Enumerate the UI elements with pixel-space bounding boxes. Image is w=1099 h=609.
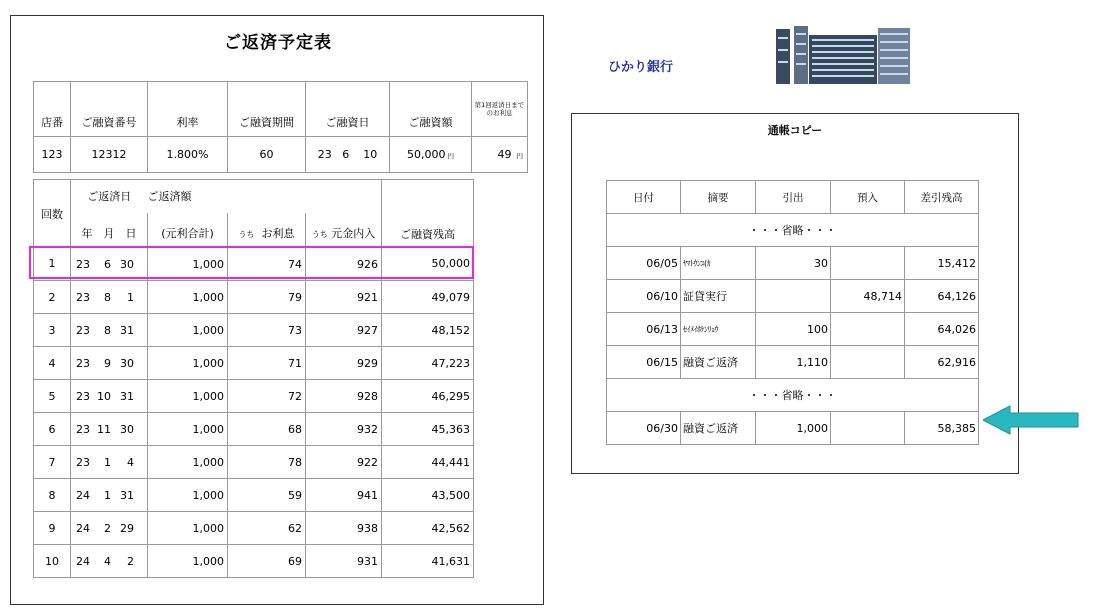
term-value: 60 <box>228 137 306 173</box>
repayment-table <box>33 179 474 578</box>
passbook-rows <box>607 412 979 445</box>
table-row <box>34 413 474 446</box>
table-row <box>34 545 474 578</box>
header-repay-date: ご返済日 <box>71 180 148 213</box>
row-interest: 59 <box>228 479 306 512</box>
header-loan-date: ご融資日 <box>306 82 390 137</box>
row-principal: 922 <box>306 446 382 479</box>
row-withdrawal: 100 <box>756 313 831 346</box>
loan-number-value: 12312 <box>71 137 148 173</box>
row-amount: 1,000 <box>148 446 228 479</box>
row-interest: 69 <box>228 545 306 578</box>
row-date: 06/05 <box>607 247 681 280</box>
row-withdrawal: 30 <box>756 247 831 280</box>
row-balance: 50,000 <box>382 248 474 281</box>
highlight-first-row <box>29 246 474 279</box>
row-description: 証貸実行 <box>681 280 756 313</box>
row-withdrawal <box>756 280 831 313</box>
row-balance: 45,363 <box>382 413 474 446</box>
first-interest-value: 49 円 <box>472 137 528 173</box>
building-image <box>772 23 915 84</box>
row-balance: 47,223 <box>382 347 474 380</box>
passbook-row <box>607 346 979 379</box>
row-date: 06/10 <box>607 280 681 313</box>
table-row <box>34 512 474 545</box>
row-amount: 1,000 <box>148 281 228 314</box>
row-interest: 78 <box>228 446 306 479</box>
table-row <box>34 380 474 413</box>
row-date: 23 10 31 <box>71 380 148 413</box>
row-count: 3 <box>34 314 71 347</box>
loan-summary-table <box>33 81 528 173</box>
row-date: 23 8 31 <box>71 314 148 347</box>
row-principal: 941 <box>306 479 382 512</box>
row-amount: 1,000 <box>148 479 228 512</box>
row-date: 24 4 2 <box>71 545 148 578</box>
row-count: 8 <box>34 479 71 512</box>
row-description: 融資ご返済 <box>681 346 756 379</box>
header-term: ご融資期間 <box>228 82 306 137</box>
passbook-row <box>607 313 979 346</box>
row-balance: 62,916 <box>905 346 979 379</box>
header-balance: 差引残高 <box>905 181 979 214</box>
row-count: 7 <box>34 446 71 479</box>
row-amount: 1,000 <box>148 314 228 347</box>
row-date: 23 9 30 <box>71 347 148 380</box>
row-deposit <box>831 412 905 445</box>
table-row <box>34 281 474 314</box>
row-date: 23 1 4 <box>71 446 148 479</box>
omit-row <box>607 214 979 247</box>
row-deposit <box>831 346 905 379</box>
header-balance: ご融資残高 <box>382 180 474 248</box>
table-row <box>34 314 474 347</box>
row-description: 融資ご返済 <box>681 412 756 445</box>
row-balance: 58,385 <box>905 412 979 445</box>
header-total: (元利合計) <box>148 213 228 248</box>
row-interest: 73 <box>228 314 306 347</box>
row-balance: 43,500 <box>382 479 474 512</box>
row-interest: 62 <box>228 512 306 545</box>
loan-amount-value: 50,000 円 <box>390 137 472 173</box>
row-interest: 74 <box>228 248 306 281</box>
row-count: 4 <box>34 347 71 380</box>
header-repay-amount: ご返済額 <box>148 180 382 213</box>
row-count: 9 <box>34 512 71 545</box>
row-balance: 64,026 <box>905 313 979 346</box>
row-interest: 79 <box>228 281 306 314</box>
passbook-table <box>606 180 979 445</box>
row-balance: 46,295 <box>382 380 474 413</box>
header-withdrawal: 引出 <box>756 181 831 214</box>
row-deposit: 48,714 <box>831 280 905 313</box>
table-row <box>34 446 474 479</box>
row-balance: 49,079 <box>382 281 474 314</box>
row-description: ﾔﾏﾄｳﾝﾕ(ｶ <box>681 247 756 280</box>
header-count: 回数 <box>34 180 71 248</box>
header-first-interest: 第1回返済日まで のお利息 <box>472 82 528 137</box>
row-principal: 932 <box>306 413 382 446</box>
passbook-title: 通帳コピー <box>767 124 823 137</box>
row-date: 06/15 <box>607 346 681 379</box>
omit-row <box>607 379 979 412</box>
header-branch: 店番 <box>34 82 71 137</box>
repayment-schedule-document <box>10 15 544 605</box>
row-principal: 938 <box>306 512 382 545</box>
header-rate: 利率 <box>148 82 228 137</box>
row-interest: 68 <box>228 413 306 446</box>
header-date: 日付 <box>607 181 681 214</box>
table-row <box>34 479 474 512</box>
omit-text: ・・・省略・・・ <box>607 379 979 412</box>
row-count: 2 <box>34 281 71 314</box>
row-date: 23 6 30 <box>71 248 148 281</box>
header-interest: うち お利息 <box>228 213 306 248</box>
header-ymd: 年 月 日 <box>71 213 148 248</box>
header-loan-amount: ご融資額 <box>390 82 472 137</box>
row-interest: 71 <box>228 347 306 380</box>
passbook-row <box>607 412 979 445</box>
row-amount: 1,000 <box>148 413 228 446</box>
row-interest: 72 <box>228 380 306 413</box>
omit-text: ・・・省略・・・ <box>607 214 979 247</box>
loan-value-row <box>34 137 528 173</box>
row-date: 23 8 1 <box>71 281 148 314</box>
row-amount: 1,000 <box>148 512 228 545</box>
row-date: 24 2 29 <box>71 512 148 545</box>
row-balance: 15,412 <box>905 247 979 280</box>
table-row <box>34 347 474 380</box>
row-date: 06/13 <box>607 313 681 346</box>
passbook-row <box>607 280 979 313</box>
row-balance: 42,562 <box>382 512 474 545</box>
passbook-rows <box>607 247 979 379</box>
header-principal: うち 元金内入 <box>306 213 382 248</box>
left-arrow-icon <box>983 405 1081 435</box>
passbook-row <box>607 247 979 280</box>
row-withdrawal: 1,000 <box>756 412 831 445</box>
row-amount: 1,000 <box>148 380 228 413</box>
row-deposit <box>831 313 905 346</box>
header-deposit: 預入 <box>831 181 905 214</box>
loan-date-value: 23 6 10 <box>306 137 390 173</box>
passbook-header-row <box>607 181 979 214</box>
row-date: 23 11 30 <box>71 413 148 446</box>
row-count: 5 <box>34 380 71 413</box>
row-principal: 921 <box>306 281 382 314</box>
row-principal: 926 <box>306 248 382 281</box>
bank-name: ひかり銀行 <box>608 60 674 75</box>
row-principal: 928 <box>306 380 382 413</box>
row-amount: 1,000 <box>148 248 228 281</box>
row-amount: 1,000 <box>148 545 228 578</box>
branch-value: 123 <box>34 137 71 173</box>
row-principal: 931 <box>306 545 382 578</box>
row-count: 6 <box>34 413 71 446</box>
row-principal: 927 <box>306 314 382 347</box>
row-description: ｾｲﾒｲﾎｹﾝﾘｮｳ <box>681 313 756 346</box>
row-balance: 64,126 <box>905 280 979 313</box>
schedule-title: ご返済予定表 <box>224 33 332 53</box>
row-withdrawal: 1,110 <box>756 346 831 379</box>
row-balance: 48,152 <box>382 314 474 347</box>
row-date: 06/30 <box>607 412 681 445</box>
row-balance: 41,631 <box>382 545 474 578</box>
row-date: 24 1 31 <box>71 479 148 512</box>
rate-value: 1.800% <box>148 137 228 173</box>
row-count: 10 <box>34 545 71 578</box>
row-principal: 929 <box>306 347 382 380</box>
row-count: 1 <box>34 248 71 281</box>
header-loan-number: ご融資番号 <box>71 82 148 137</box>
repayment-rows <box>34 248 474 578</box>
row-deposit <box>831 247 905 280</box>
row-balance: 44,441 <box>382 446 474 479</box>
header-description: 摘要 <box>681 181 756 214</box>
loan-header-row <box>34 82 528 137</box>
row-amount: 1,000 <box>148 347 228 380</box>
